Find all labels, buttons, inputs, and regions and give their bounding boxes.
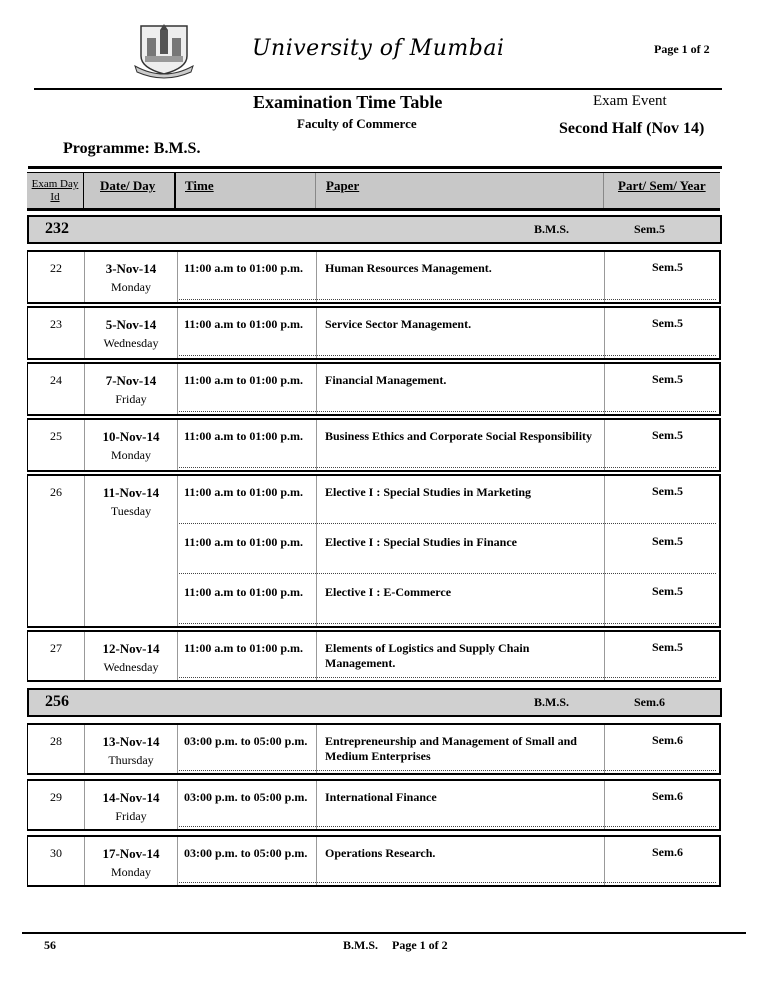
exam-weekday: Monday	[111, 280, 151, 294]
exam-date: 7-Nov-14	[105, 373, 157, 388]
session-time: 11:00 a.m to 01:00 p.m.	[184, 373, 303, 387]
paper-name: Financial Management.	[325, 373, 447, 387]
table-row	[27, 474, 721, 628]
session	[178, 576, 719, 626]
session-time: 11:00 a.m to 01:00 p.m.	[184, 535, 303, 549]
session-time: 11:00 a.m to 01:00 p.m.	[184, 261, 303, 275]
table-row	[27, 418, 721, 472]
exam-day-id: 30	[28, 837, 85, 885]
exam-weekday: Friday	[115, 809, 147, 823]
exam-day-id: 24	[28, 364, 85, 414]
column-header-date-day: Date/ Day	[84, 173, 176, 208]
table-row	[27, 362, 721, 416]
session-sem: Sem.6	[652, 733, 683, 747]
exam-date: 10-Nov-14	[102, 429, 160, 444]
session-time: 11:00 a.m to 01:00 p.m.	[184, 585, 303, 599]
exam-date: 14-Nov-14	[102, 790, 160, 805]
exam-day-id: 27	[28, 632, 85, 680]
session	[178, 364, 719, 414]
exam-day-id: 23	[28, 308, 85, 358]
footer-page: Page 1 of 2	[392, 938, 448, 952]
date-cell	[85, 476, 178, 626]
session-time: 11:00 a.m to 01:00 p.m.	[184, 641, 303, 655]
page-title: Examination Time Table	[253, 92, 443, 112]
group-sem: Sem.6	[634, 695, 665, 709]
exam-weekday: Wednesday	[103, 336, 159, 350]
date-cell	[85, 725, 178, 773]
paper-name: Entrepreneurship and Management of Small and Medium Enterprises	[325, 734, 577, 763]
group-header	[27, 688, 722, 717]
session-sem: Sem.5	[652, 260, 683, 274]
session	[178, 837, 719, 885]
paper-name: Human Resources Management.	[325, 261, 492, 275]
session-sem: Sem.5	[652, 640, 683, 654]
date-cell	[85, 252, 178, 302]
paper-name: Service Sector Management.	[325, 317, 472, 331]
session-sem: Sem.6	[652, 789, 683, 803]
paper-name: Operations Research.	[325, 846, 436, 860]
session-sem: Sem.5	[652, 316, 683, 330]
session	[178, 476, 719, 526]
paper-name: Elective I : Special Studies in Finance	[325, 535, 517, 549]
table-header	[27, 172, 720, 211]
paper-name: Elective I : E-Commerce	[325, 585, 452, 599]
exam-weekday: Thursday	[108, 753, 154, 767]
column-header-part-sem-year: Part/ Sem/ Year	[618, 178, 706, 193]
session-time: 03:00 p.m. to 05:00 p.m.	[184, 790, 308, 804]
date-cell	[85, 837, 178, 885]
exam-weekday: Tuesday	[110, 504, 152, 518]
group-id: 232	[45, 220, 69, 237]
exam-day-id: 22	[28, 252, 85, 302]
exam-date: 5-Nov-14	[105, 317, 157, 332]
exam-weekday: Monday	[111, 448, 151, 462]
table-row	[27, 723, 721, 775]
session-time: 11:00 a.m to 01:00 p.m.	[184, 485, 303, 499]
programme-label: Programme: B.M.S.	[63, 140, 201, 157]
date-cell	[85, 781, 178, 829]
session	[178, 308, 719, 358]
exam-weekday: Friday	[115, 392, 147, 406]
exam-date: 11-Nov-14	[102, 485, 160, 500]
divider	[28, 166, 722, 169]
session	[178, 252, 719, 302]
exam-date: 17-Nov-14	[102, 846, 160, 861]
session-sem: Sem.5	[652, 372, 683, 386]
exam-day-id: 25	[28, 420, 85, 470]
group-programme: B.M.S.	[534, 222, 570, 236]
table-row	[27, 250, 721, 304]
session-sem: Sem.5	[652, 484, 683, 498]
exam-weekday: Monday	[111, 865, 151, 879]
exam-weekday: Wednesday	[103, 660, 159, 674]
column-header-time: Time	[176, 173, 316, 208]
session	[178, 632, 719, 680]
group-header	[27, 215, 722, 244]
university-crest-logo	[133, 22, 195, 80]
date-cell	[85, 308, 178, 358]
divider	[34, 88, 722, 90]
exam-day-id: 29	[28, 781, 85, 829]
divider	[22, 932, 746, 934]
exam-day-id: 28	[28, 725, 85, 773]
paper-name: Elective I : Special Studies in Marketing	[325, 485, 531, 499]
table-row	[27, 306, 721, 360]
session	[178, 725, 719, 773]
exam-date: 12-Nov-14	[102, 641, 160, 656]
paper-name: Elements of Logistics and Supply Chain Management.	[325, 641, 530, 670]
date-cell	[85, 632, 178, 680]
session-sem: Sem.5	[652, 428, 683, 442]
session-time: 11:00 a.m to 01:00 p.m.	[184, 429, 303, 443]
date-cell	[85, 364, 178, 414]
group-sem: Sem.5	[634, 222, 665, 236]
paper-name: Business Ethics and Corporate Social Responsibility	[325, 429, 593, 443]
exam-date: 13-Nov-14	[102, 734, 160, 749]
column-header-paper: Paper	[316, 173, 604, 208]
table-row	[27, 835, 721, 887]
session-time: 03:00 p.m. to 05:00 p.m.	[184, 734, 308, 748]
exam-date: 3-Nov-14	[105, 261, 157, 276]
session-sem: Sem.5	[652, 534, 683, 548]
session-sem: Sem.6	[652, 845, 683, 859]
table-row	[27, 779, 721, 831]
table-row	[27, 630, 721, 682]
exam-day-id: 26	[28, 476, 85, 626]
footer-info	[343, 938, 448, 953]
date-cell	[85, 420, 178, 470]
session	[178, 420, 719, 470]
exam-event-name: Second Half (Nov 14)	[559, 120, 705, 137]
column-header-exam-day-id: Exam Day Id	[27, 173, 84, 208]
exam-event-label: Exam Event	[593, 93, 667, 109]
paper-name: International Finance	[325, 790, 437, 804]
group-programme: B.M.S.	[534, 695, 570, 709]
footer-number: 56	[44, 938, 56, 952]
group-id: 256	[45, 693, 69, 710]
session-sem: Sem.5	[652, 584, 683, 598]
page-indicator: Page 1 of 2	[654, 42, 710, 56]
university-name: University of Mumbai	[252, 36, 505, 61]
session	[178, 526, 719, 576]
session-time: 03:00 p.m. to 05:00 p.m.	[184, 846, 308, 860]
session	[178, 781, 719, 829]
footer-programme: B.M.S.	[343, 938, 379, 952]
session-time: 11:00 a.m to 01:00 p.m.	[184, 317, 303, 331]
faculty-label: Faculty of Commerce	[297, 116, 417, 131]
